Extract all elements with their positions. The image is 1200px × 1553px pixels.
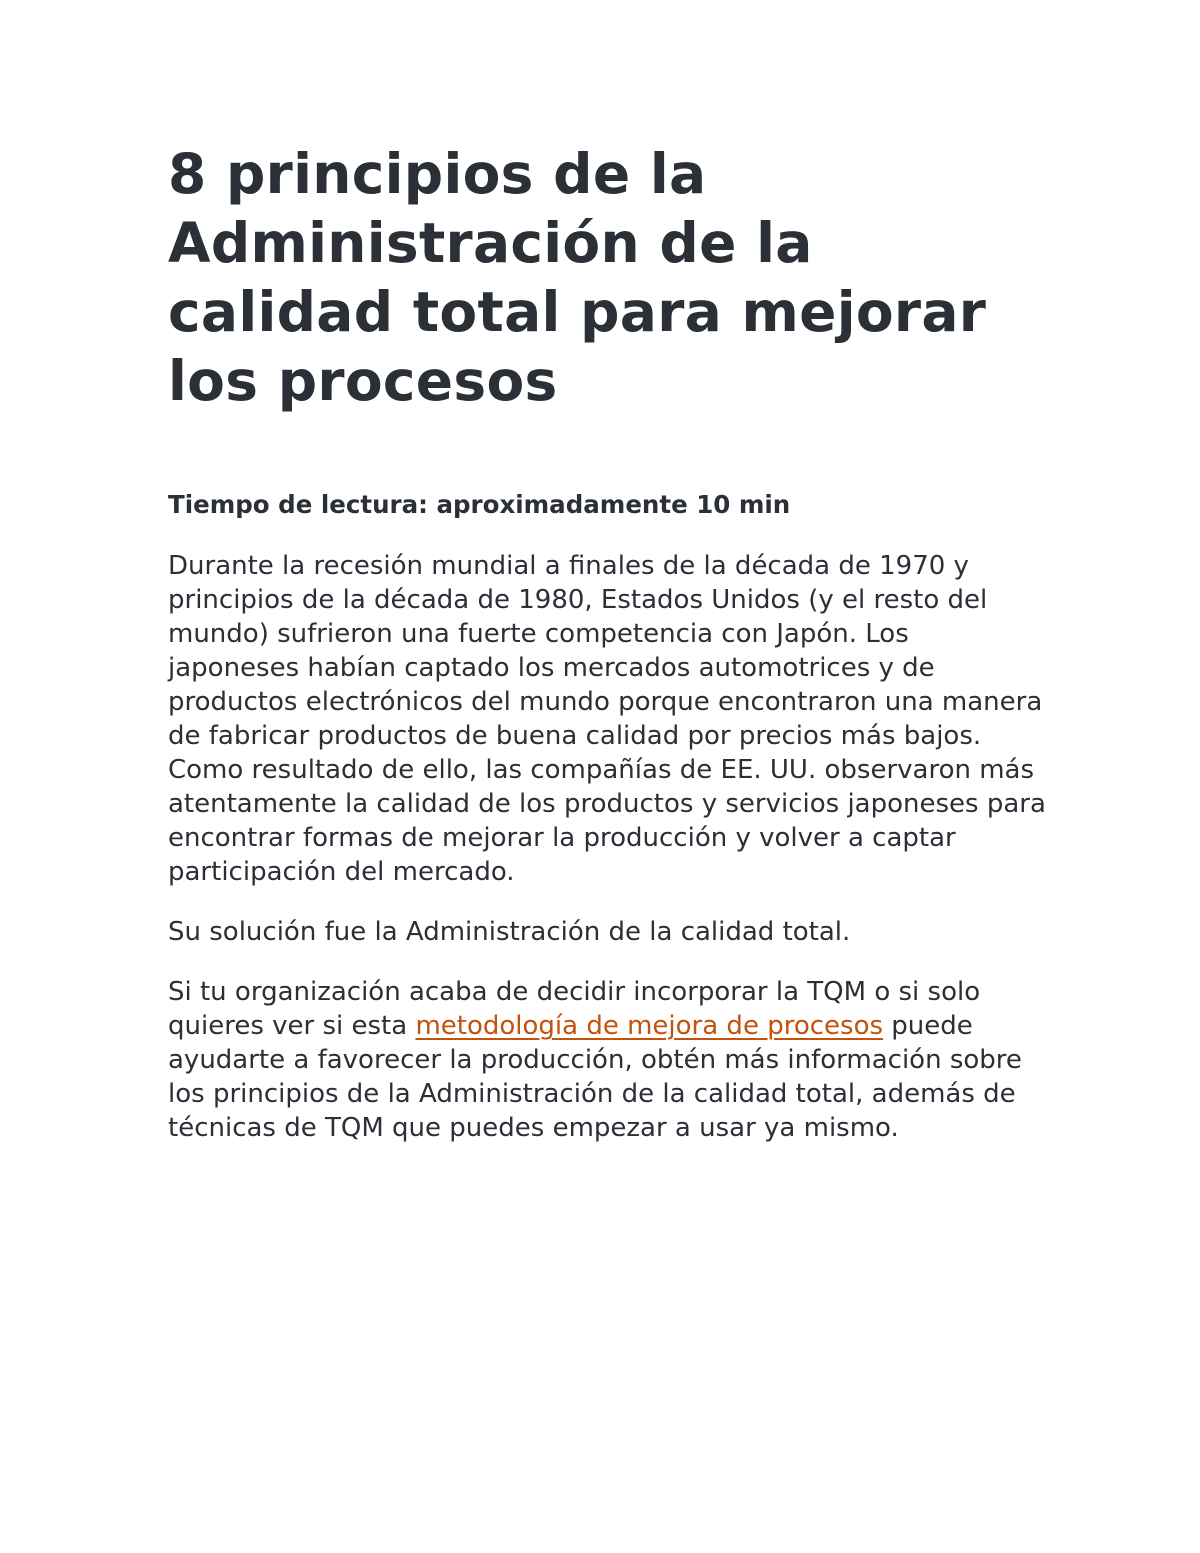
tqm-paragraph-text-start: Si tu organización acaba de decidir incorporar la TQM o si solo quieres ver si esta <box>168 977 981 1041</box>
tqm-paragraph-text-end: puede ayudarte a favorecer la producción, obtén más información sobre los principios de la Administración de la calidad total, además de técnicas de TQM que puedes empezar a usar ya mismo. <box>168 1011 1022 1143</box>
intro-paragraph: Durante la recesión mundial a finales de la década de 1970 y principios de la década de 1980, Estados Unidos (y el resto del mundo) sufrieron una fuerte competencia con Japón. Los japoneses habían captado los mercados automotrices y de productos electrónicos del mundo porque encontraron una manera de fabricar productos de buena calidad por precios más bajos. Como resultado de ello, las compañías de EE. UU. observaron más atentamente la calidad de los productos y servicios japoneses para encontrar formas de mejorar la producción y volver a captar participación del mercado. <box>168 551 1046 887</box>
document-page <box>168 140 1048 1145</box>
solution-paragraph: Su solución fue la Administración de la calidad total. <box>168 917 851 947</box>
tqm-paragraph <box>168 975 1048 1145</box>
page-title: 8 principios de la Administración de la calidad total para mejorar los procesos <box>168 142 987 413</box>
reading-time: Tiempo de lectura: aproximadamente 10 min <box>168 490 791 519</box>
process-improvement-link[interactable]: metodología de mejora de procesos <box>415 1011 884 1041</box>
